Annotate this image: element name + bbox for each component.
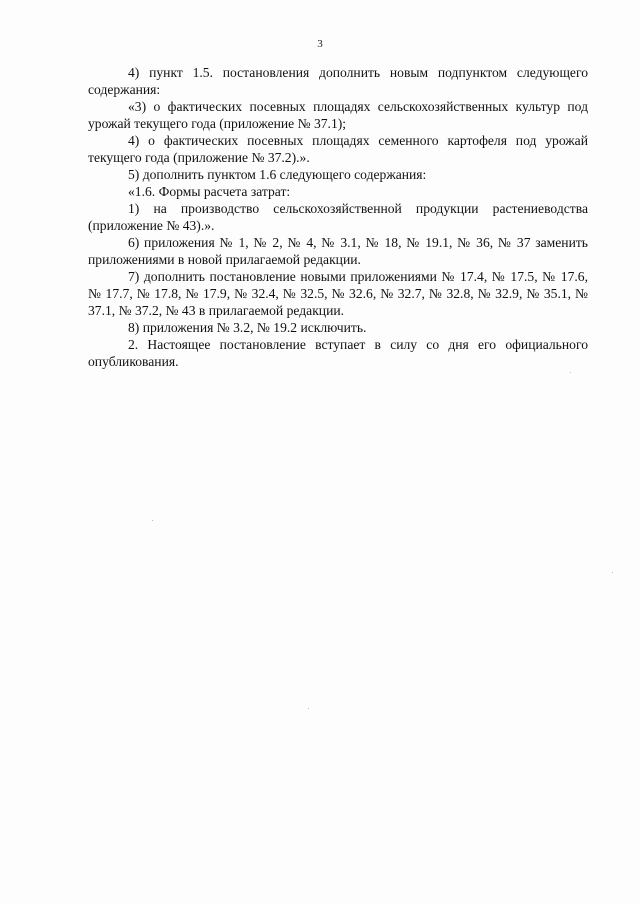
scan-speck: [152, 520, 153, 521]
document-body: [88, 64, 588, 370]
paragraph-subitem-4: 4) о фактических посевных площадях семенного картофеля под урожай текущего года (приложение № 37.2).».: [88, 133, 588, 165]
paragraph-item-8: 8) приложения № 3.2, № 19.2 исключить.: [128, 320, 367, 335]
scan-speck: [308, 708, 309, 709]
paragraph-item-7: 7) дополнить постановление новыми приложениями № 17.4, № 17.5, № 17.6, № 17.7, № 17.8, № 17.9, № 32.4, № 32.5, № 32.6, № 32.7, № 32.8, № 32.9, № 35.1, № 37.1, № 37.2, № 43 в прилагаемой редакции.: [88, 269, 588, 318]
paragraph-section-2: 2. Настоящее постановление вступает в силу со дня его официального опубликования.: [88, 337, 588, 369]
page-number: 3: [317, 38, 323, 50]
paragraph-item-4-amend: 4) пункт 1.5. постановления дополнить новым подпунктом следующего содержания:: [88, 65, 588, 97]
paragraph-item-5: 5) дополнить пунктом 1.6 следующего содержания:: [128, 167, 427, 182]
scan-speck: [612, 572, 613, 573]
paragraph-item-1-6: «1.6. Формы расчета затрат:: [128, 184, 291, 199]
scan-speck: [570, 372, 571, 373]
paragraph-subitem-1: 1) на производство сельскохозяйственной продукции растениеводства (приложение № 43).».: [88, 201, 588, 233]
paragraph-item-6: 6) приложения № 1, № 2, № 4, № 3.1, № 18, № 19.1, № 36, № 37 заменить приложениями в новой прилагаемой редакции.: [88, 235, 588, 267]
paragraph-subitem-3: «3) о фактических посевных площадях сельскохозяйственных культур под урожай текущего года (приложение № 37.1);: [88, 99, 588, 131]
